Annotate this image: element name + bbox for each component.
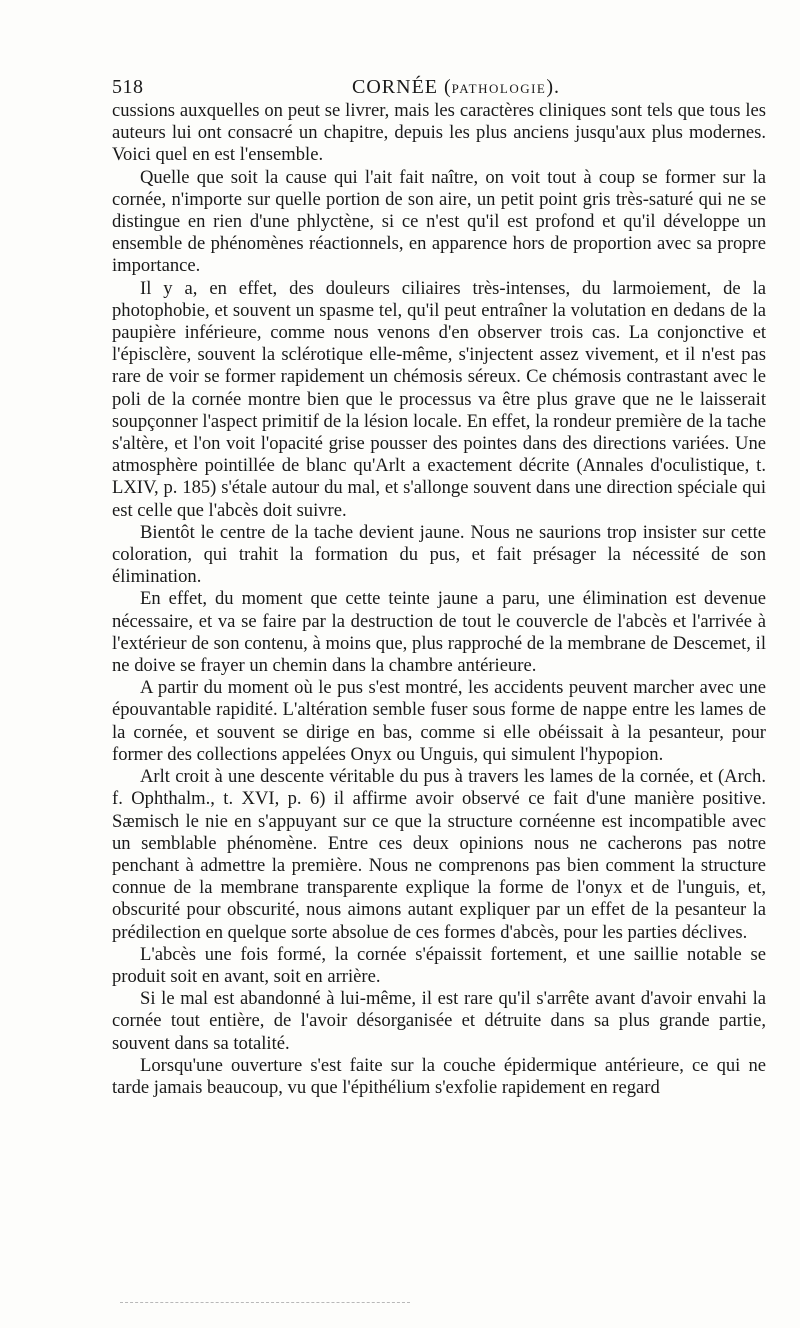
paragraph-8: L'abcès une fois formé, la cornée s'épaissit fortement, et une saillie notable se produit soit en avant, soit en arrière. xyxy=(112,943,766,987)
paragraph-1: cussions auxquelles on peut se livrer, mais les caractères cliniques sont tels que tous les auteurs lui ont consacré un chapitre, depuis les plus anciens jusqu'aux plus modernes. Voici quel en est l'ensemble. xyxy=(112,100,766,166)
running-head-end: ). xyxy=(546,76,561,98)
footer-rule xyxy=(120,1302,410,1303)
paragraph-7: Arlt croit à une descente véritable du pus à travers les lames de la cornée, et (Arch. f. Ophthalm., t. XVI, p. 6) il affirme avoir observé ce fait d'une manière positive. Sæmisch le nie en s'appuyant sur ce que la structure cornéenne est incompatible avec un semblable phénomène. Entre ces deux opinions nous ne cacherons pas notre penchant à admettre la première. Nous ne comprenons pas bien comment la structure connue de la membrane transparente explique la forme de l'onyx et de l'unguis, et, obscurité pour obscurité, nous aimons autant expliquer par un effet de la pesanteur la prédilection en quelque sorte absolue de ces formes d'abcès, pour les parties déclives. xyxy=(112,766,766,943)
running-head xyxy=(352,74,560,102)
paragraph-10: Lorsqu'une ouverture s'est faite sur la couche épidermique antérieure, ce qui ne tarde jamais beaucoup, vu que l'épithélium s'exfolie rapidement en regard xyxy=(112,1054,766,1098)
running-head-subtitle: PATHOLOGIE xyxy=(451,81,547,96)
paragraph-9: Si le mal est abandonné à lui-même, il est rare qu'il s'arrête avant d'avoir envahi la cornée tout entière, de l'avoir désorganisée et détruite dans sa plus grande partie, souvent dans sa totalité. xyxy=(112,988,766,1054)
paragraph-4: Bientôt le centre de la tache devient jaune. Nous ne saurions trop insister sur cette coloration, qui trahit la formation du pus, et fait présager la nécessité de son élimination. xyxy=(112,521,766,588)
paragraph-3: Il y a, en effet, des douleurs ciliaires très-intenses, du larmoiement, de la photophobie, et souvent un spasme tel, qu'il peut entraîner la volutation en dedans de la paupière inférieure, comme nous venons d'en observer trois cas. La conjonctive et l'épisclère, souvent la sclérotique elle-même, s'injectent assez vivement, et il n'est pas rare de voir se former rapidement un chémosis séreux. Ce chémosis contrastant avec le poli de la cornée montre bien que le processus va être plus grave que ne le laisserait soupçonner l'aspect primitif de la lésion locale. En effet, la rondeur première de la tache s'altère, et l'on voit l'opacité grise pousser des pointes dans des directions variées. Une atmosphère pointillée de blanc qu'Arlt a exactement décrite (Annales d'oculistique, t. LXIV, p. 185) s'étale autour du mal, et s'allonge souvent dans une direction spéciale qui est celle que l'abcès doit suivre. xyxy=(112,277,766,521)
paragraph-5: En effet, du moment que cette teinte jaune a paru, une élimination est devenue nécessaire, et va se faire par la destruction de tout le couvercle de l'abcès et l'arrivée à l'extérieur de son contenu, à moins que, plus rapproché de la membrane de Descemet, il ne doive se frayer un chemin dans la chambre antérieure. xyxy=(112,588,766,677)
running-head-main: CORNÉE ( xyxy=(352,76,452,98)
body-text xyxy=(112,100,766,1099)
page-header xyxy=(112,74,766,100)
paragraph-6: A partir du moment où le pus s'est montré, les accidents peuvent marcher avec une épouvantable rapidité. L'altération semble fuser sous forme de nappe entre les lames de la cornée, et souvent se dirige en bas, comme si elle obéissait à la pesanteur, pour former des collections appelées Onyx ou Unguis, qui simulent l'hypopion. xyxy=(112,677,766,765)
page-number: 518 xyxy=(112,76,144,98)
paragraph-2: Quelle que soit la cause qui l'ait fait naître, on voit tout à coup se former sur la cornée, n'importe sur quelle portion de son aire, un petit point gris très-saturé qui ne se distingue en rien d'une phlyctène, si ce n'est qu'il est profond et qu'il développe un ensemble de phénomènes réactionnels, en apparence hors de proportion avec sa propre importance. xyxy=(112,166,766,277)
